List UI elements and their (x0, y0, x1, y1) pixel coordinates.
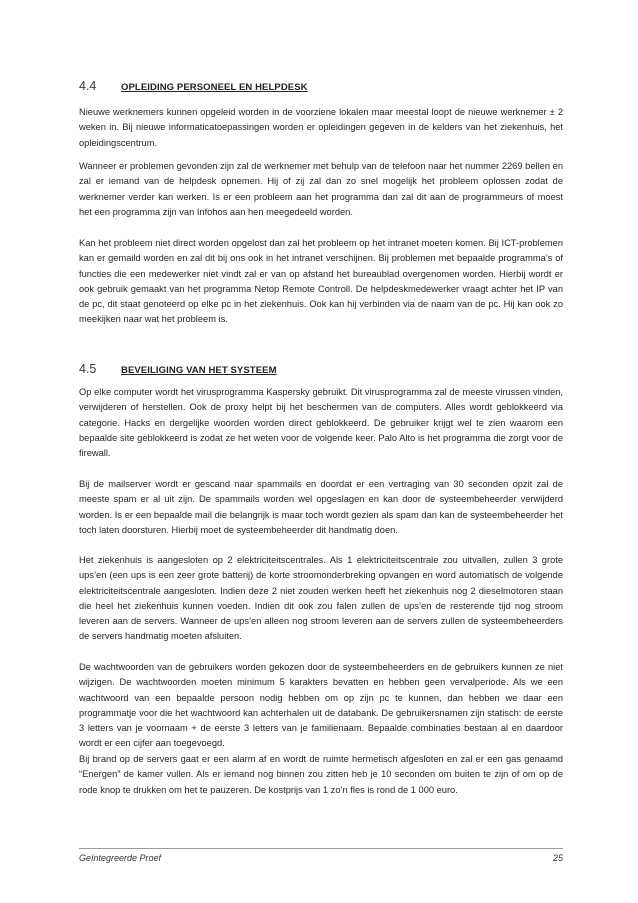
section-title: BEVEILIGING VAN HET SYSTEEM (121, 365, 277, 376)
paragraph: Bij brand op de servers gaat er een alarm af en wordt de ruimte hermetisch afgesloten en zal er een gas genaamd “Energen” de kamer vullen. Als er iemand nog binnen zou zitten heb je 10 seconden om buiten te zijn of om op de rode knop te drukken om het te pauzeren. De kostprijs van 1 zo’n fles is rond de 1 000 euro. (79, 754, 563, 795)
section-heading-4-4 (79, 78, 563, 96)
section-title: OPLEIDING PERSONEEL EN HELPDESK (121, 82, 308, 93)
footer-divider (79, 848, 563, 849)
paragraph: Wanneer er problemen gevonden zijn zal de werknemer met behulp van de telefoon naar het nummer 2269 bellen en zal er iemand van de helpdesk opnemen. Hij of zij zal dan zo snel mogelijk het probleem oplossen zodat de werknemer verder kan werken. Is er een probleem aan het programma dan zal dit aan de programmeurs of moest het een programma zijn van Infohos aan hen meegedeeld worden. (79, 161, 563, 217)
paragraph: Bij de mailserver wordt er gescand naar spammails en doordat er een vertraging van 30 seconden opzit zal de meeste spam er al uit zijn. De spammails worden wel opgeslagen en kan door de systeembeheerder verwijderd worden. Is er een bepaalde mail die belangrijk is maar toch wordt gezien als spam dan kan de systeembeheerder het toch laten doorsturen. Hierbij moet de systeembeheerder dit handmatig doen. (79, 479, 563, 535)
footer-page-number: 25 (552, 853, 563, 863)
footer-document-title: Geïntegreerde Proef (79, 853, 162, 863)
paragraph: Nieuwe werknemers kunnen opgeleid worden in de voorziene lokalen maar meestal loopt de nieuwe werknemer ± 2 weken in. Bij nieuwe informaticatoepassingen worden er opleidingen gegeven in de kelders van het ziekenhuis, het opleidingscentrum. (79, 107, 563, 148)
section-heading-4-5 (79, 361, 563, 379)
paragraph: De wachtwoorden van de gebruikers worden gekozen door de systeembeheerders en de gebruikers kunnen ze niet wijzigen. De wachtwoorden moeten minimum 5 karakters bevatten en hebben geen vervalperiode. Als we een wachtwoord van een bepaalde persoon nodig hebben om op zijn pc te kunnen, dan hebben we daar een programmatje voor die het wachtwoord kan achterhalen uit de databank. De gebruikersnamen zijn statisch: de eerste 3 letters van je voornaam + de eerste 3 letters van je familienaam. Bepaalde combinaties bestaan al en daardoor wordt er een cijfer aan toegevoegd. (79, 662, 563, 749)
section-number: 4.5 (79, 362, 97, 376)
paragraph: Het ziekenhuis is aangesloten op 2 elektriciteitscentrales. Als 1 elektriciteitscentrale zou uitvallen, zullen 3 grote ups’en (een ups is een zeer grote batterij) de korte stroomonderbreking opvangen en word automatisch de volgende elektriciteitscentrale aangesloten. Indien deze 2 niet zouden werken heeft het ziekenhuis nog 2 dieselmotoren staan die heel het ziekenhuis kunnen voeden. Indien dit ook zou falen zullen de ups’en de resterende tijd nog stroom leveren aan de servers. Wanneer de ups’en alleen nog stroom leveren aan de servers zullen de systeembeheerders de servers handmatig moeten afsluiten. (79, 555, 563, 642)
paragraph: Op elke computer wordt het virusprogramma Kaspersky gebruikt. Dit virusprogramma zal de meeste virussen vinden, verwijderen of herstellen. Ook de proxy helpt bij het beschermen van de computers. Alles wordt geblokkeerd via categorie. Hacks en dergelijke woorden worden direct geblokkeerd. De gebruiker krijgt wel te zien waarom een bepaalde site geblokkeerd is zodat ze het weten voor de volgende keer. Palo Alto is het programma die zorgt voor de firewall. (79, 387, 563, 459)
paragraph: Kan het probleem niet direct worden opgelost dan zal het probleem op het intranet moeten komen. Bij ICT-problemen kan er gemaild worden en zal dit bij ons ook in het intranet verschijnen. Bij problemen met bepaalde programma’s of functies die een medewerker niet vindt zal er van op afstand het bureaublad overgenomen worden. Hierbij wordt er ook gebruik gemaakt van het programma Netop Remote Controll. De helpdeskmedewerker vraagt achter het IP van de pc, dit staat genoteerd op elke pc in het ziekenhuis. Ook kan hij verbinden via de naam van de pc. Hij kan ook zo meekijken naar wat het probleem is. (79, 238, 563, 325)
section-number: 4.4 (79, 79, 97, 93)
